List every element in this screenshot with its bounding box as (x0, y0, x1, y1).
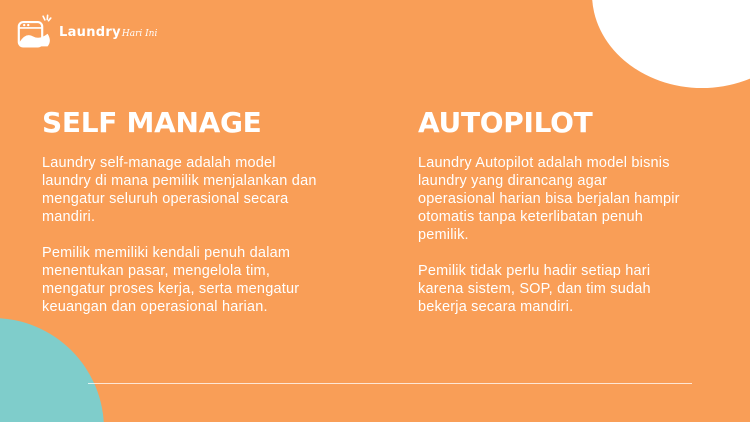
decorative-white-circle (592, 0, 750, 88)
brand-name: Laundry (59, 24, 121, 40)
autopilot-paragraph: Pemilik tidak perlu hadir setiap hari karena sistem, SOP, dan tim sudah bekerja secara mandiri. (418, 263, 651, 315)
self-manage-paragraph: Laundry self-manage adalah model laundry di mana pemilik menjalankan dan mengatur seluruh operasional secara mandiri. (42, 155, 317, 225)
autopilot-paragraph: Laundry Autopilot adalah model bisnis laundry yang dirancang agar operasional harian bisa berjalan hampir otomatis tanpa keterlibatan penuh pemilik. (418, 155, 680, 243)
brand-tagline: Hari Ini (121, 28, 158, 39)
autopilot-title: AUTOPILOT (418, 106, 593, 139)
divider-line (88, 383, 692, 384)
self-manage-section (42, 106, 372, 316)
decorative-teal-circle (0, 318, 104, 422)
self-manage-title: SELF MANAGE (42, 106, 262, 139)
autopilot-section (418, 106, 728, 316)
self-manage-paragraph: Pemilik memiliki kendali penuh dalam menentukan pasar, mengelola tim, mengatur proses kerja, serta mengatur keuangan dan operasional harian. (42, 245, 300, 315)
brand-logo (17, 14, 157, 50)
washing-machine-icon (17, 14, 53, 50)
